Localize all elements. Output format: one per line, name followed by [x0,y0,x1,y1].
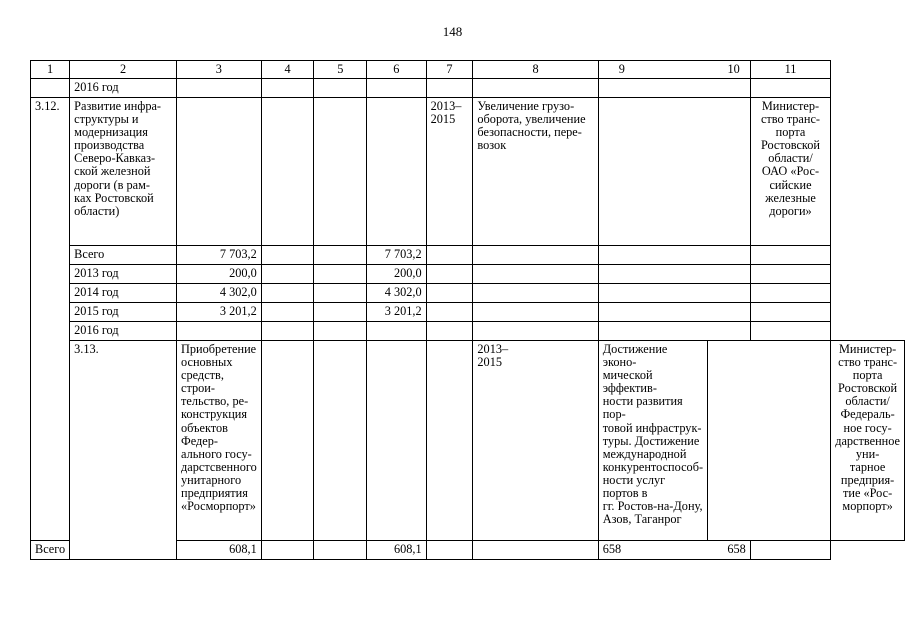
table-cell [367,322,426,341]
table-cell [598,246,750,265]
table-cell [261,303,314,322]
column-number: 8 [473,61,598,79]
responsible-executor: Министер- ство транс- порта Ростовской области/ Федераль- ное госу- дарственное уни- тарное предприя- тие «Рос- морпорт» [831,341,905,541]
value-cell: 4 302,0 [367,284,426,303]
table-cell [31,79,70,98]
column-number-row [31,61,905,79]
table-row [31,322,905,341]
responsible-executor: Министер- ство транс- порта Ростовской области/ ОАО «Рос- сийские железные дороги» [750,98,830,246]
table-cell [598,98,750,246]
value-cell: 658 [598,541,707,560]
table-cell [473,246,598,265]
table-cell [314,322,367,341]
year-label: 2016 год [70,322,177,341]
table-cell [473,541,598,560]
column-number: 10 [708,61,751,79]
expected-result: Достижение эконо- мической эффектив- ности развития пор- товой инфраструк- туры. Достижение международной конкурентоспособ- ности услуг портов в гг. Ростов-на-Дону, Азов, Таганрог [598,341,707,541]
value-cell: 608,1 [177,541,262,560]
table-cell [598,303,750,322]
table-cell [750,303,830,322]
item-number: 3.13. [70,341,177,560]
expected-result: Увеличение грузо- оборота, увеличение безопасности, пере- возок [473,98,598,246]
table-cell [426,79,473,98]
table-cell [473,79,598,98]
year-label: 2014 год [70,284,177,303]
column-number: 4 [261,61,314,79]
table-row [31,79,905,98]
table-cell [426,246,473,265]
table-cell [473,303,598,322]
row-label: Всего [70,246,177,265]
value-cell: 7 703,2 [367,246,426,265]
item-title: Развитие инфра- структуры и модернизация производства Северо-Кавказ- ской железной дороги (в рам- ках Ростовской области) [70,98,177,246]
table-cell [426,341,473,541]
table-cell [314,265,367,284]
table-cell [750,79,830,98]
value-cell: 3 201,2 [367,303,426,322]
table-cell [314,79,367,98]
table-row [31,265,905,284]
table-row [31,98,905,246]
column-number: 9 [598,61,707,79]
value-cell: 7 703,2 [177,246,262,265]
table-cell [314,541,367,560]
table-cell [473,284,598,303]
table-cell [314,303,367,322]
page-number: 148 [442,24,463,39]
value-cell: 3 201,2 [177,303,262,322]
value-cell: 4 302,0 [177,284,262,303]
table-cell [314,284,367,303]
table-cell [261,341,314,541]
table-cell [598,284,750,303]
table-cell [708,341,831,541]
table-cell [598,322,750,341]
value-cell: 658 [708,541,751,560]
table-cell [750,246,830,265]
column-number: 11 [750,61,830,79]
column-number: 5 [314,61,367,79]
table-cell [261,246,314,265]
value-cell: 608,1 [367,541,426,560]
table-cell [750,541,830,560]
table-row [31,303,905,322]
item-title: Приобретение основных средств, строи- тельство, ре- конструкция объектов Федер- ального госу- дарстсвенного унитарного предприятия «Росморпорт» [177,341,262,541]
table-cell [598,79,750,98]
table-cell [426,284,473,303]
table-cell [598,265,750,284]
table-row [31,284,905,303]
table-cell [177,98,262,246]
table-row [31,246,905,265]
table-cell [261,284,314,303]
table-cell [750,322,830,341]
year-label: 2015 год [70,303,177,322]
table-cell [367,98,426,246]
value-cell: 200,0 [177,265,262,284]
table-cell [314,341,367,541]
table-cell [426,322,473,341]
table-cell [473,322,598,341]
item-number: 3.12. [31,98,70,541]
table-cell [261,98,314,246]
column-number: 2 [70,61,177,79]
year-label: 2016 год [70,79,177,98]
program-table [30,60,905,560]
table-cell [750,284,830,303]
value-cell: 200,0 [367,265,426,284]
row-label: Всего [31,541,70,560]
column-number: 6 [367,61,426,79]
table-cell [314,98,367,246]
column-number: 7 [426,61,473,79]
period: 2013– 2015 [473,341,598,541]
table-cell [426,541,473,560]
table-cell [177,322,262,341]
table-cell [177,79,262,98]
table-cell [261,79,314,98]
column-number: 3 [177,61,262,79]
table-cell [426,265,473,284]
table-cell [473,265,598,284]
table-row [31,341,905,541]
table-cell [261,265,314,284]
table-cell [367,79,426,98]
table-cell [314,246,367,265]
year-label: 2013 год [70,265,177,284]
table-cell [750,265,830,284]
table-cell [261,322,314,341]
table-cell [426,303,473,322]
table-cell [261,541,314,560]
column-number: 1 [31,61,70,79]
period: 2013– 2015 [426,98,473,246]
table-cell [367,341,426,541]
